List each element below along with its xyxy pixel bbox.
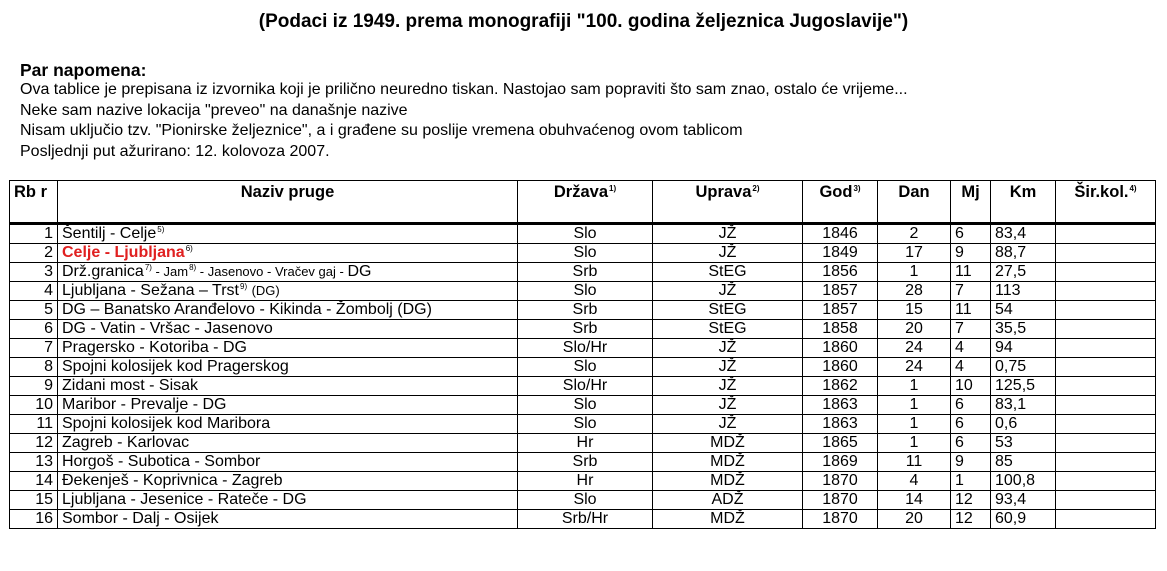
railway-table <box>9 180 1156 529</box>
day: 1 <box>878 434 951 453</box>
year: 1846 <box>803 224 878 244</box>
track-width <box>1056 244 1156 263</box>
line-name-part: Đekenješ - Koprivnica - Zagreb <box>62 472 283 489</box>
notes-heading: Par napomena: <box>20 60 147 80</box>
line-name <box>58 510 518 529</box>
management: JŽ <box>653 358 803 377</box>
km: 0,6 <box>991 415 1056 434</box>
year: 1858 <box>803 320 878 339</box>
day: 24 <box>878 358 951 377</box>
row-number: 7 <box>10 339 58 358</box>
row-number: 2 <box>10 244 58 263</box>
management: MDŽ <box>653 472 803 491</box>
table-row <box>10 224 1156 244</box>
management: StEG <box>653 320 803 339</box>
day: 1 <box>878 396 951 415</box>
km: 83,4 <box>991 224 1056 244</box>
line-name-part: DG <box>347 263 372 280</box>
line-name <box>58 415 518 434</box>
year: 1869 <box>803 453 878 472</box>
line-name-part: Horgoš - Subotica - Sombor <box>62 453 261 470</box>
table-row <box>10 301 1156 320</box>
state: Slo <box>518 491 653 510</box>
year: 1863 <box>803 415 878 434</box>
track-width <box>1056 263 1156 282</box>
note-line-1: Ova tablice je prepisana iz izvornika koji je prilično neuredno tiskan. Nastojao sam popraviti što sam znao, ostalo će vrijeme... <box>20 81 908 98</box>
table-row <box>10 358 1156 377</box>
month: 6 <box>951 415 991 434</box>
day: 1 <box>878 415 951 434</box>
row-number: 16 <box>10 510 58 529</box>
day: 17 <box>878 244 951 263</box>
header-rb: Rb r <box>10 181 58 224</box>
year: 1857 <box>803 282 878 301</box>
row-number: 3 <box>10 263 58 282</box>
month: 6 <box>951 434 991 453</box>
state: Slo <box>518 282 653 301</box>
header-track-width <box>1056 181 1156 224</box>
table-row <box>10 415 1156 434</box>
line-name <box>58 320 518 339</box>
month: 10 <box>951 377 991 396</box>
km: 94 <box>991 339 1056 358</box>
management: JŽ <box>653 282 803 301</box>
management: MDŽ <box>653 434 803 453</box>
line-name <box>58 339 518 358</box>
line-name-part: DG - Vatin - Vršac - Jasenovo <box>62 320 273 337</box>
header-state <box>518 181 653 224</box>
state: Srb/Hr <box>518 510 653 529</box>
day: 14 <box>878 491 951 510</box>
line-name-part: Maribor - Prevalje - DG <box>62 396 227 413</box>
km: 113 <box>991 282 1056 301</box>
state: Slo/Hr <box>518 339 653 358</box>
header-management-footnote: 2) <box>752 184 760 193</box>
km: 27,5 <box>991 263 1056 282</box>
line-name <box>58 301 518 320</box>
line-name <box>58 377 518 396</box>
line-name <box>58 491 518 510</box>
year: 1849 <box>803 244 878 263</box>
day: 28 <box>878 282 951 301</box>
track-width <box>1056 358 1156 377</box>
line-name-highlighted: Celje - Ljubljana <box>62 244 185 261</box>
row-number: 8 <box>10 358 58 377</box>
year: 1860 <box>803 358 878 377</box>
header-name: Naziv pruge <box>58 181 518 224</box>
line-name <box>58 224 518 244</box>
km: 85 <box>991 453 1056 472</box>
header-year <box>803 181 878 224</box>
management: ADŽ <box>653 491 803 510</box>
track-width <box>1056 377 1156 396</box>
day: 1 <box>878 377 951 396</box>
month: 9 <box>951 244 991 263</box>
track-width <box>1056 282 1156 301</box>
note-line-3: Nisam uključio tzv. "Pionirske željeznice", a i građene su poslije vremena obuhvaćenog ovom tablicom <box>20 122 743 139</box>
note-line-4: Posljednji put ažurirano: 12. kolovoza 2007. <box>20 142 330 160</box>
line-name-part: - Jasenovo - Vračev gaj - <box>196 264 348 279</box>
header-management-label: Uprava <box>695 183 752 201</box>
month: 4 <box>951 358 991 377</box>
state: Slo <box>518 244 653 263</box>
month: 11 <box>951 263 991 282</box>
line-name-part: (DG) <box>251 283 280 298</box>
line-name-part: - Jam <box>151 264 189 279</box>
row-number: 5 <box>10 301 58 320</box>
year: 1865 <box>803 434 878 453</box>
line-name-part: Zidani most - Sisak <box>62 377 199 394</box>
track-width <box>1056 453 1156 472</box>
state: Srb <box>518 320 653 339</box>
month: 1 <box>951 472 991 491</box>
track-width <box>1056 510 1156 529</box>
month: 6 <box>951 224 991 244</box>
header-month: Mj <box>951 181 991 224</box>
footnote-marker: 8) <box>189 263 197 272</box>
table-row <box>10 491 1156 510</box>
km: 35,5 <box>991 320 1056 339</box>
header-km: Km <box>991 181 1056 224</box>
month: 12 <box>951 491 991 510</box>
state: Srb <box>518 301 653 320</box>
line-name <box>58 263 518 282</box>
table-row <box>10 434 1156 453</box>
state: Hr <box>518 434 653 453</box>
header-state-label: Država <box>553 183 608 201</box>
header-day: Dan <box>878 181 951 224</box>
track-width <box>1056 491 1156 510</box>
month: 11 <box>951 301 991 320</box>
month: 6 <box>951 396 991 415</box>
management: JŽ <box>653 224 803 244</box>
management: JŽ <box>653 244 803 263</box>
row-number: 13 <box>10 453 58 472</box>
line-name-part: DG – Banatsko Aranđelovo - Kikinda - Žombolj (DG) <box>62 301 432 318</box>
year: 1860 <box>803 339 878 358</box>
table-row <box>10 377 1156 396</box>
line-name <box>58 472 518 491</box>
track-width <box>1056 396 1156 415</box>
row-number: 9 <box>10 377 58 396</box>
line-name <box>58 282 518 301</box>
track-width <box>1056 224 1156 244</box>
state: Srb <box>518 263 653 282</box>
table-row <box>10 244 1156 263</box>
header-track-width-footnote: 4) <box>1129 184 1137 193</box>
management: StEG <box>653 301 803 320</box>
header-management <box>653 181 803 224</box>
state: Slo <box>518 224 653 244</box>
month: 9 <box>951 453 991 472</box>
km: 93,4 <box>991 491 1056 510</box>
state: Srb <box>518 453 653 472</box>
header-track-width-label: Šir.kol. <box>1074 183 1129 201</box>
year: 1857 <box>803 301 878 320</box>
year: 1870 <box>803 491 878 510</box>
row-number: 4 <box>10 282 58 301</box>
management: MDŽ <box>653 453 803 472</box>
day: 24 <box>878 339 951 358</box>
management: MDŽ <box>653 510 803 529</box>
year: 1870 <box>803 472 878 491</box>
line-name-part: Ljubljana - Sežana – Trst <box>62 282 239 299</box>
year: 1856 <box>803 263 878 282</box>
table-header-row <box>10 181 1156 224</box>
km: 0,75 <box>991 358 1056 377</box>
line-name <box>58 453 518 472</box>
state: Slo <box>518 396 653 415</box>
year: 1862 <box>803 377 878 396</box>
row-number: 1 <box>10 224 58 244</box>
line-name <box>58 396 518 415</box>
day: 15 <box>878 301 951 320</box>
line-name <box>58 434 518 453</box>
table-row <box>10 282 1156 301</box>
track-width <box>1056 415 1156 434</box>
km: 83,1 <box>991 396 1056 415</box>
row-number: 14 <box>10 472 58 491</box>
year: 1863 <box>803 396 878 415</box>
footnote-marker: 7) <box>144 263 152 272</box>
day: 20 <box>878 510 951 529</box>
header-state-footnote: 1) <box>609 184 617 193</box>
row-number: 11 <box>10 415 58 434</box>
track-width <box>1056 301 1156 320</box>
day: 11 <box>878 453 951 472</box>
line-name-part: Šentilj - Celje <box>62 225 157 242</box>
km: 54 <box>991 301 1056 320</box>
line-name <box>58 244 518 263</box>
month: 12 <box>951 510 991 529</box>
line-name <box>58 358 518 377</box>
line-name-part: Spojni kolosijek kod Maribora <box>62 415 271 432</box>
day: 1 <box>878 263 951 282</box>
line-name-part: Pragersko - Kotoriba - DG <box>62 339 247 356</box>
km: 125,5 <box>991 377 1056 396</box>
table-row <box>10 339 1156 358</box>
row-number: 10 <box>10 396 58 415</box>
table-row <box>10 263 1156 282</box>
note-line-2: Neke sam nazive lokacija "preveo" na današnje nazive <box>20 101 408 119</box>
header-year-footnote: 3) <box>853 184 861 193</box>
footnote-marker: 6) <box>185 244 193 253</box>
track-width <box>1056 320 1156 339</box>
line-name-part: Zagreb - Karlovac <box>62 434 190 451</box>
day: 4 <box>878 472 951 491</box>
footnote-marker: 5) <box>157 225 165 234</box>
table-row <box>10 453 1156 472</box>
day: 2 <box>878 224 951 244</box>
table-row <box>10 320 1156 339</box>
line-name-part: Ljubljana - Jesenice - Rateče - DG <box>62 491 307 508</box>
management: JŽ <box>653 396 803 415</box>
year: 1870 <box>803 510 878 529</box>
management: JŽ <box>653 377 803 396</box>
state: Slo <box>518 415 653 434</box>
line-name-part: Sombor - Dalj - Osijek <box>62 510 219 527</box>
month: 7 <box>951 282 991 301</box>
track-width <box>1056 339 1156 358</box>
month: 7 <box>951 320 991 339</box>
footnote-marker: 9) <box>240 282 248 291</box>
table-row <box>10 396 1156 415</box>
km: 100,8 <box>991 472 1056 491</box>
management: StEG <box>653 263 803 282</box>
header-year-label: God <box>819 183 853 201</box>
line-name-part: Spojni kolosijek kod Pragerskog <box>62 358 289 375</box>
line-name-part: Drž.granica <box>62 263 144 280</box>
table-row <box>10 472 1156 491</box>
notes-block <box>20 60 908 162</box>
km: 60,9 <box>991 510 1056 529</box>
track-width <box>1056 472 1156 491</box>
km: 88,7 <box>991 244 1056 263</box>
month: 4 <box>951 339 991 358</box>
row-number: 12 <box>10 434 58 453</box>
table-body <box>10 224 1156 529</box>
management: JŽ <box>653 339 803 358</box>
management: JŽ <box>653 415 803 434</box>
state: Slo/Hr <box>518 377 653 396</box>
km: 53 <box>991 434 1056 453</box>
day: 20 <box>878 320 951 339</box>
track-width <box>1056 434 1156 453</box>
state: Slo <box>518 358 653 377</box>
row-number: 15 <box>10 491 58 510</box>
table-row <box>10 510 1156 529</box>
state: Hr <box>518 472 653 491</box>
page-title: (Podaci iz 1949. prema monografiji "100. godina željeznica Jugoslavije") <box>258 11 909 32</box>
row-number: 6 <box>10 320 58 339</box>
